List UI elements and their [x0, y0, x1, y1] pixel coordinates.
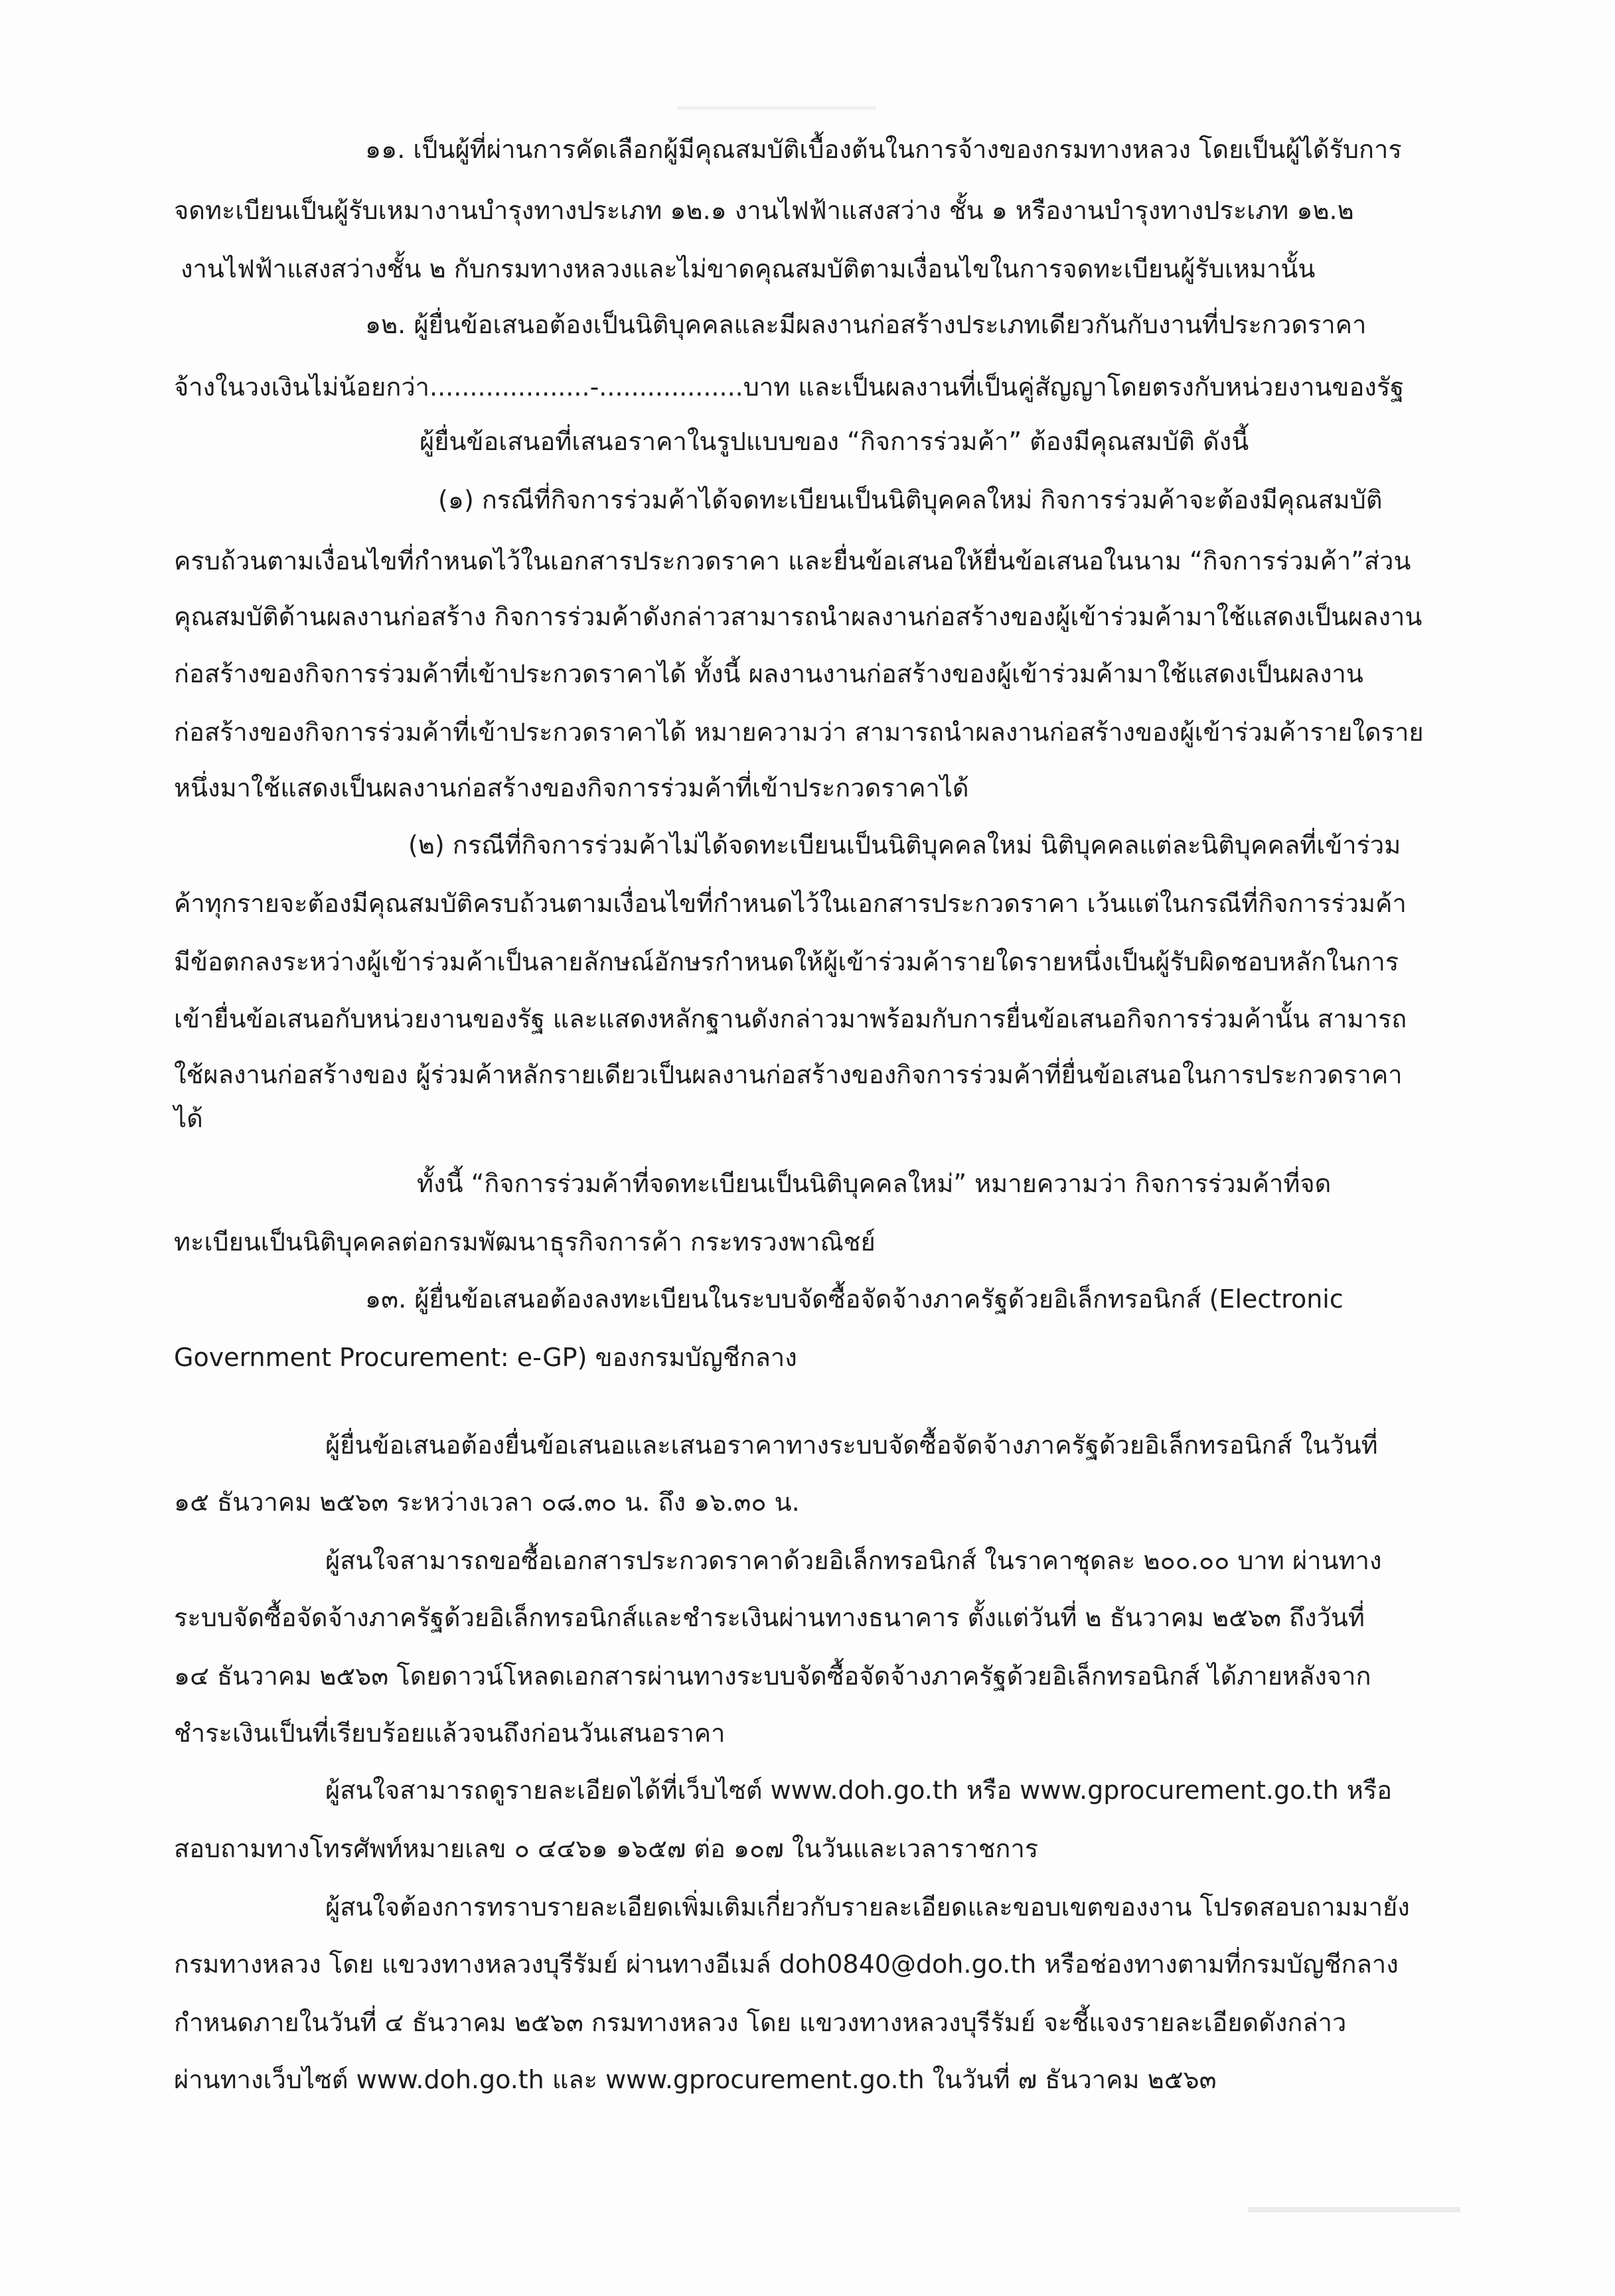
text-line: ผ่านทางเว็บไซต์ www.doh.go.th และ www.gprocurement.go.th ในวันที่ ๗ ธันวาคม ๒๕๖๓ [174, 2065, 1217, 2094]
text-line: ผู้สนใจสามารถดูรายละเอียดได้ที่เว็บไซต์ www.doh.go.th หรือ www.gprocurement.go.th หรือ [325, 1776, 1393, 1805]
text-line: กำหนดภายในวันที่ ๔ ธันวาคม ๒๕๖๓ กรมทางหลวง โดย แขวงทางหลวงบุรีรัมย์ จะชี้แจงรายละเอียดดังกล่าว [174, 2008, 1347, 2037]
text-line: คุณสมบัติด้านผลงานก่อสร้าง กิจการร่วมค้าดังกล่าวสามารถนำผลงานก่อสร้างของผู้เข้าร่วมค้ามาใช้แสดงเป็นผลงาน [174, 602, 1423, 631]
text-line: กรมทางหลวง โดย แขวงทางหลวงบุรีรัมย์ ผ่านทางอีเมล์ doh0840@doh.go.th หรือช่องทางตามที่กรมบัญชีกลาง [174, 1950, 1399, 1979]
text-line: จ้างในวงเงินไม่น้อยกว่า....................-..................บาท และเป็นผลงานที่เป็นคู่สัญญาโดยตรงกับหน่วยงานของรัฐ [174, 372, 1405, 402]
text-line: ทั้งนี้ “กิจการร่วมค้าที่จดทะเบียนเป็นนิติบุคคลใหม่” หมายความว่า กิจการร่วมค้าที่จด [417, 1169, 1332, 1198]
text-line: ๑๑. เป็นผู้ที่ผ่านการคัดเลือกผู้มีคุณสมบัติเบื้องต้นในการจ้างของกรมทางหลวง โดยเป็นผู้ได้รับการ [365, 135, 1402, 164]
text-line: มีข้อตกลงระหว่างผู้เข้าร่วมค้าเป็นลายลักษณ์อักษรกำหนดให้ผู้เข้าร่วมค้ารายใดรายหนึ่งเป็นผู้รับผิดชอบหลักในการ [174, 947, 1399, 976]
text-line: ค้าทุกรายจะต้องมีคุณสมบัติครบถ้วนตามเงื่อนไขที่กำหนดไว้ในเอกสารประกวดราคา เว้นแต่ในกรณีที่กิจการร่วมค้า [174, 889, 1407, 918]
text-line: ผู้สนใจสามารถขอซื้อเอกสารประกวดราคาด้วยอิเล็กทรอนิกส์ ในราคาชุดละ ๒๐๐.๐๐ บาท ผ่านทาง [325, 1546, 1382, 1575]
text-line: ๑๒. ผู้ยื่นข้อเสนอต้องเป็นนิติบุคคลและมีผลงานก่อสร้างประเภทเดียวกันกับงานที่ประกวดราคา [365, 310, 1367, 339]
text-line: ครบถ้วนตามเงื่อนไขที่กำหนดไว้ในเอกสารประกวดราคา และยื่นข้อเสนอให้ยื่นข้อเสนอในนาม “กิจการร่วมค้า”ส่วน [174, 546, 1411, 575]
text-line: ใช้ผลงานก่อสร้างของ ผู้ร่วมค้าหลักรายเดียวเป็นผลงานก่อสร้างของกิจการร่วมค้าที่ยื่นข้อเสนอในการประกวดราคา [174, 1060, 1403, 1089]
scan-artifact-bottom [1248, 2207, 1460, 2212]
text-line: (๒) กรณีที่กิจการร่วมค้าไม่ได้จดทะเบียนเป็นนิติบุคคลใหม่ นิติบุคคลแต่ละนิติบุคคลที่เข้าร่วม [408, 830, 1401, 860]
text-line: (๑) กรณีที่กิจการร่วมค้าได้จดทะเบียนเป็นนิติบุคคลใหม่ กิจการร่วมค้าจะต้องมีคุณสมบัติ [438, 485, 1383, 514]
text-line: ชำระเงินเป็นที่เรียบร้อยแล้วจนถึงก่อนวันเสนอราคา [174, 1719, 726, 1748]
text-line: ๑๓. ผู้ยื่นข้อเสนอต้องลงทะเบียนในระบบจัดซื้อจัดจ้างภาครัฐด้วยอิเล็กทรอนิกส์ (Electronic [365, 1284, 1344, 1314]
text-line: ได้ [174, 1104, 203, 1133]
text-line: สอบถามทางโทรศัพท์หมายเลข ๐ ๔๔๖๑ ๑๖๕๗ ต่อ ๑๐๗ ในวันและเวลาราชการ [174, 1834, 1039, 1863]
text-line: หนึ่งมาใช้แสดงเป็นผลงานก่อสร้างของกิจการร่วมค้าที่เข้าประกวดราคาได้ [174, 773, 969, 803]
text-line: ทะเบียนเป็นนิติบุคคลต่อกรมพัฒนาธุรกิจการค้า กระทรวงพาณิชย์ [174, 1227, 876, 1257]
text-line: เข้ายื่นข้อเสนอกับหน่วยงานของรัฐ และแสดงหลักฐานดังกล่าวมาพร้อมกับการยื่นข้อเสนอกิจการร่วมค้านั้น สามารถ [174, 1004, 1407, 1033]
text-line: ผู้ยื่นข้อเสนอที่เสนอราคาในรูปแบบของ “กิจการร่วมค้า” ต้องมีคุณสมบัติ ดังนี้ [420, 427, 1249, 456]
text-line: งานไฟฟ้าแสงสว่างชั้น ๒ กับกรมทางหลวงและไม่ขาดคุณสมบัติตามเงื่อนไขในการจดทะเบียนผู้รับเหมานั้น [181, 254, 1316, 283]
text-line: ระบบจัดซื้อจัดจ้างภาครัฐด้วยอิเล็กทรอนิกส์และชำระเงินผ่านทางธนาคาร ตั้งแต่วันที่ ๒ ธันวาคม ๒๕๖๓ ถึงวันที่ [174, 1603, 1365, 1632]
text-line: ผู้สนใจต้องการทราบรายละเอียดเพิ่มเติมเกี่ยวกับรายละเอียดและขอบเขตของงาน โปรดสอบถามมายัง [325, 1892, 1410, 1922]
text-line: ก่อสร้างของกิจการร่วมค้าที่เข้าประกวดราคาได้ หมายความว่า สามารถนำผลงานก่อสร้างของผู้เข้าร่วมค้ารายใดราย [174, 718, 1424, 747]
text-line: Government Procurement: e-GP) ของกรมบัญชีกลาง [174, 1343, 797, 1372]
text-line: ก่อสร้างของกิจการร่วมค้าที่เข้าประกวดราคาได้ ทั้งนี้ ผลงานงานก่อสร้างของผู้เข้าร่วมค้ามาใช้แสดงเป็นผลงาน [174, 659, 1363, 688]
text-line: ๑๔ ธันวาคม ๒๕๖๓ โดยดาวน์โหลดเอกสารผ่านทางระบบจัดซื้อจัดจ้างภาครัฐด้วยอิเล็กทรอนิกส์ ได้ภายหลังจาก [174, 1661, 1371, 1691]
text-line: ๑๕ ธันวาคม ๒๕๖๓ ระหว่างเวลา ๐๘.๓๐ น. ถึง ๑๖.๓๐ น. [174, 1488, 800, 1517]
text-line: ผู้ยื่นข้อเสนอต้องยื่นข้อเสนอและเสนอราคาทางระบบจัดซื้อจัดจ้างภาครัฐด้วยอิเล็กทรอนิกส์ ในวันที่ [325, 1430, 1378, 1460]
text-line: จดทะเบียนเป็นผู้รับเหมางานบำรุงทางประเภท ๑๒.๑ งานไฟฟ้าแสงสว่าง ชั้น ๑ หรืองานบำรุงทางประเภท ๑๒.๒ [174, 196, 1354, 225]
scan-artifact-top [677, 106, 876, 110]
